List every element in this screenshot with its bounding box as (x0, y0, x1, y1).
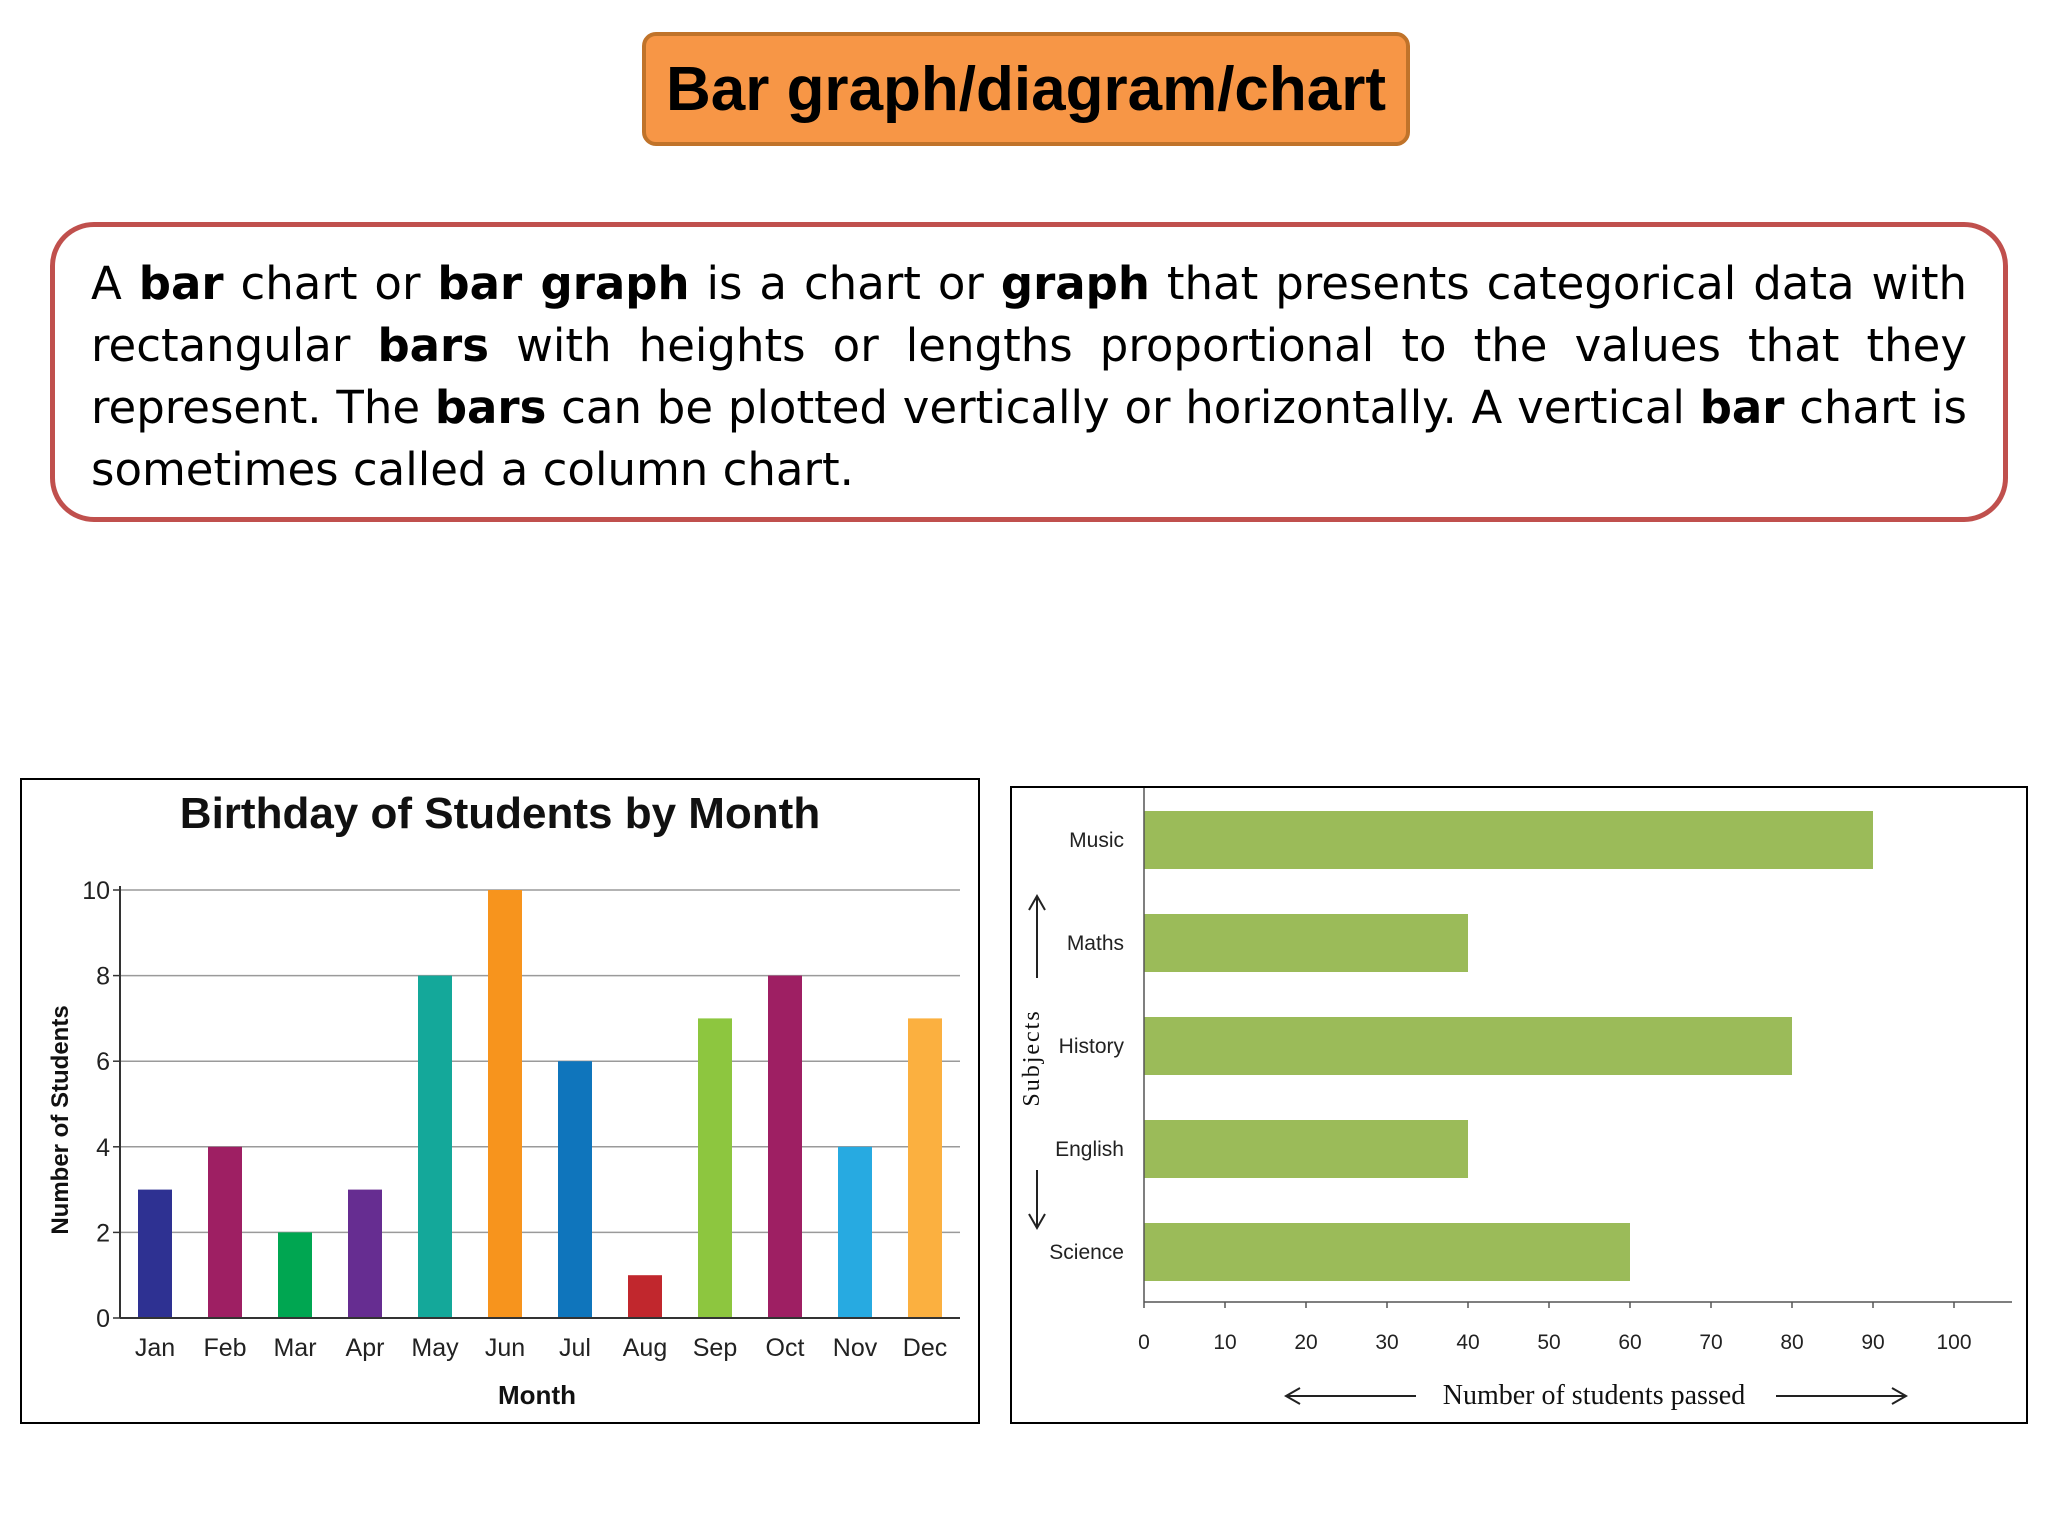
x-tick-label: May (411, 1334, 459, 1362)
x-tick-label: 100 (1936, 1331, 1972, 1354)
y-tick-label: 2 (96, 1219, 110, 1248)
birthday-chart-panel (20, 778, 980, 1424)
x-tick-label: 70 (1699, 1331, 1723, 1354)
x-tick-label: 80 (1780, 1331, 1804, 1354)
bar-mar (278, 1232, 312, 1318)
x-tick-label: Sep (692, 1334, 738, 1362)
y-tick-label: Music (1069, 829, 1124, 852)
y-tick-label: History (1058, 1035, 1124, 1058)
slide-title: Bar graph/diagram/chart (665, 54, 1387, 124)
birthday-bar-chart (22, 780, 978, 1422)
y-axis-label: Number of Students (47, 1005, 74, 1235)
bar-oct (768, 976, 802, 1318)
definition-text (91, 253, 1967, 501)
bar-apr (348, 1190, 382, 1318)
subjects-bar-chart (1012, 788, 2026, 1422)
x-tick-label: Nov (832, 1334, 878, 1362)
definition-text-run: chart is sometimes called a column chart. (91, 381, 1967, 496)
y-tick-label: 8 (96, 962, 110, 991)
x-axis-label: Month (498, 1380, 576, 1410)
x-tick-label: Jan (134, 1334, 176, 1362)
y-tick-label: English (1055, 1138, 1124, 1161)
subjects-chart-panel (1010, 786, 2028, 1424)
definition-text-run: can be plotted vertically or horizontally. A vertical (546, 381, 1700, 434)
y-tick-label: 4 (96, 1133, 110, 1162)
bar-history (1144, 1017, 1792, 1075)
arrow-down-icon (1029, 1170, 1045, 1228)
x-tick-label: 90 (1861, 1331, 1885, 1354)
definition-bold-term: bars (377, 319, 490, 372)
bar-jan (138, 1190, 172, 1318)
y-axis-label: Subjects (1019, 1009, 1045, 1107)
x-tick-label: Jun (484, 1334, 526, 1362)
y-tick-label: 0 (96, 1305, 110, 1333)
bar-may (418, 976, 452, 1318)
x-tick-label: Dec (902, 1334, 948, 1362)
definition-box (50, 222, 2008, 522)
chart-title: Birthday of Students by Month (179, 789, 821, 838)
definition-bold-term: bar (1699, 381, 1785, 434)
bar-jul (558, 1061, 592, 1318)
definition-bold-term: bar (138, 257, 224, 310)
definition-text-run: that presents categorical data with rectangular (91, 257, 1967, 372)
definition-bold-term: graph (1000, 257, 1150, 310)
x-tick-label: Oct (765, 1334, 805, 1362)
bar-jun (488, 890, 522, 1318)
definition-text-run: A (91, 257, 139, 310)
bar-music (1144, 811, 1873, 869)
x-tick-label: 60 (1618, 1331, 1642, 1354)
definition-text-run: is a chart or (689, 257, 1001, 310)
definition-text-run: with heights or lengths proportional to the values that they represent. The (91, 319, 1967, 434)
arrow-left-icon (1286, 1388, 1416, 1404)
bar-english (1144, 1120, 1468, 1178)
x-tick-label: 50 (1537, 1331, 1561, 1354)
x-tick-label: 0 (1138, 1331, 1150, 1354)
y-tick-label: Science (1049, 1241, 1124, 1264)
arrow-right-icon (1776, 1388, 1906, 1404)
x-tick-label: 30 (1375, 1331, 1399, 1354)
x-tick-label: 10 (1213, 1331, 1237, 1354)
x-tick-label: Jul (559, 1334, 591, 1362)
bar-sep (698, 1018, 732, 1318)
bar-science (1144, 1223, 1630, 1281)
x-axis-label: Number of students passed (1442, 1380, 1746, 1411)
arrow-up-icon (1029, 896, 1045, 978)
y-tick-label: 10 (82, 877, 110, 905)
y-tick-label: 6 (96, 1048, 110, 1077)
bar-maths (1144, 914, 1468, 972)
definition-bold-term: bar graph (437, 257, 690, 310)
bar-dec (908, 1018, 942, 1318)
y-tick-label: Maths (1066, 932, 1124, 955)
slide-title-box (642, 32, 1410, 146)
definition-text-run: chart or (223, 257, 438, 310)
x-tick-label: 40 (1456, 1331, 1480, 1354)
x-tick-label: Aug (622, 1334, 668, 1362)
x-tick-label: Feb (203, 1334, 247, 1362)
definition-bold-term: bars (434, 381, 547, 434)
bar-feb (208, 1147, 242, 1318)
x-tick-label: Mar (273, 1334, 317, 1362)
bar-aug (628, 1275, 662, 1318)
bar-nov (838, 1147, 872, 1318)
x-tick-label: 20 (1294, 1331, 1318, 1354)
x-tick-label: Apr (345, 1334, 385, 1362)
